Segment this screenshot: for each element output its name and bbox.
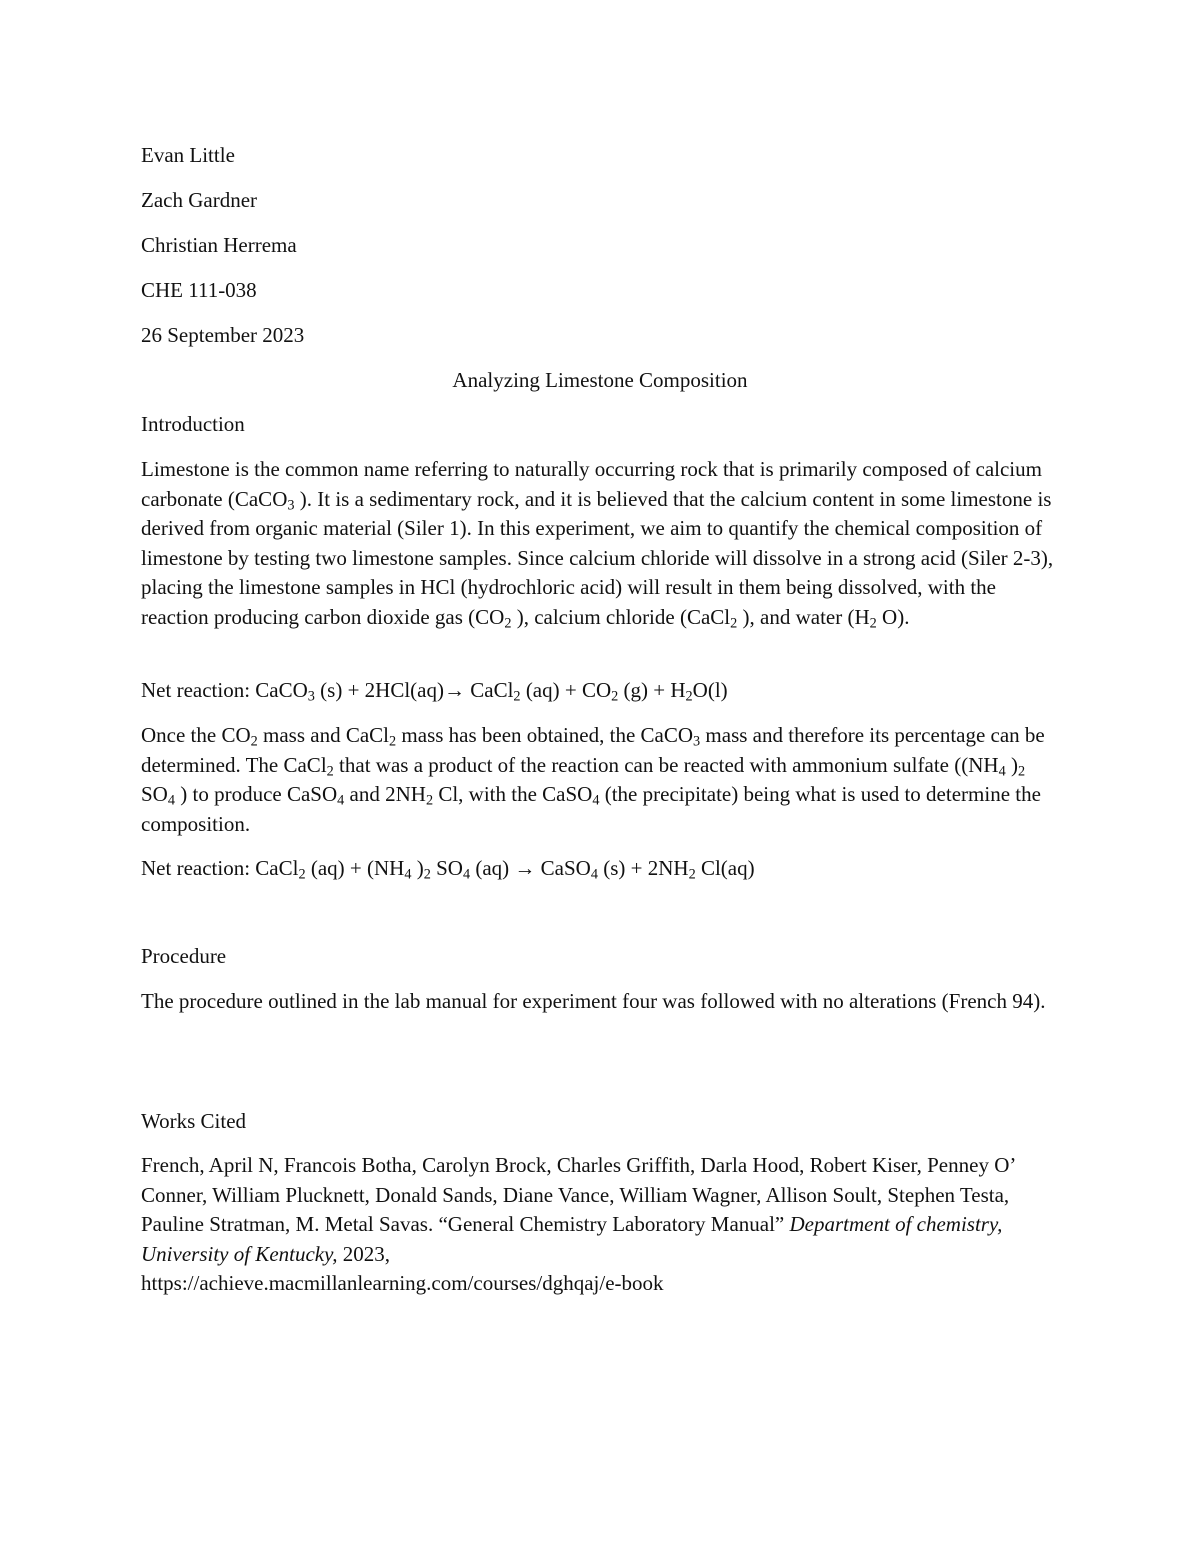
date: 26 September 2023 xyxy=(141,323,305,347)
citation-entry: French, April N, Francois Botha, Carolyn Brock, Charles Griffith, Darla Hood, Robert Kiser, Penney O’ Conner, William Plucknett, Donald Sands, Diane Vance, William Wagner, Allison Soult, Stephen Testa, Pauline Stratman, M. Metal Savas. “General Chemistry Laboratory Manual” Department of chemistry, University of Kentucky, 2023, https://achieve.macmillanlearning.com/courses/dghqaj/e-book xyxy=(141,1153,1015,1295)
net-reaction-equation: Net reaction: CaCO$_3$ (s) + 2HCl(aq)→ CaCl$_2$ $(aq) + CO_2$ $(g) + H_2O(l)$ xyxy=(141,678,728,705)
document-title: Analyzing Limestone Composition xyxy=(452,368,748,392)
course-code: CHE 111-038 xyxy=(141,278,257,302)
author-name: Christian Herrema xyxy=(141,233,297,257)
analysis-paragraph: Once the $CO_2$ mass and CaCl$_2$ mass has been obtained, the CaCO$_3$ mass and therefore its percentage can be determined. The CaCl$_2$ that was a product of the reaction can be reacted with ammonium sulfate (($NH_4$ )$_2$ $SO_4$ ) to produce CaSO$_4$ and $2NH_2$ Cl, with the CaSO$_4$ (the precipitate) being what is used to determine the composition. xyxy=(141,723,1045,836)
net-reaction-equation: Net reaction: CaCl$_2$ $(aq) + (NH_4$ )$_2$ $SO_4$ (aq) → CaSO$_4$ $(s) + 2NH_2$ Cl(aq) xyxy=(141,856,755,883)
section-heading-procedure: Procedure xyxy=(141,944,227,968)
author-name: Evan Little xyxy=(141,143,235,167)
section-heading-introduction: Introduction xyxy=(141,412,245,436)
procedure-paragraph: The procedure outlined in the lab manual for experiment four was followed with no alterations (French 94). xyxy=(141,989,1046,1013)
author-name: Zach Gardner xyxy=(141,188,258,212)
citation-url: https://achieve.macmillanlearning.com/courses/dghqaj/e-book xyxy=(141,1271,664,1295)
introduction-paragraph: Limestone is the common name referring to naturally occurring rock that is primarily composed of calcium carbonate (CaCO$_3$ ). It is a sedimentary rock, and it is believed that the calcium content in some limestone is derived from organic material (Siler 1). In this experiment, we aim to quantify the chemical composition of limestone by testing two limestone samples. Since calcium chloride will dissolve in a strong acid (Siler 2-3), placing the limestone samples in HCl (hydrochloric acid) will result in them being dissolved, with the reaction producing carbon dioxide gas ($CO_2$ ), calcium chloride (CaCl$_2$ ), and water ($H_2$ O). xyxy=(141,457,1054,632)
section-heading-works-cited: Works Cited xyxy=(141,1109,247,1133)
